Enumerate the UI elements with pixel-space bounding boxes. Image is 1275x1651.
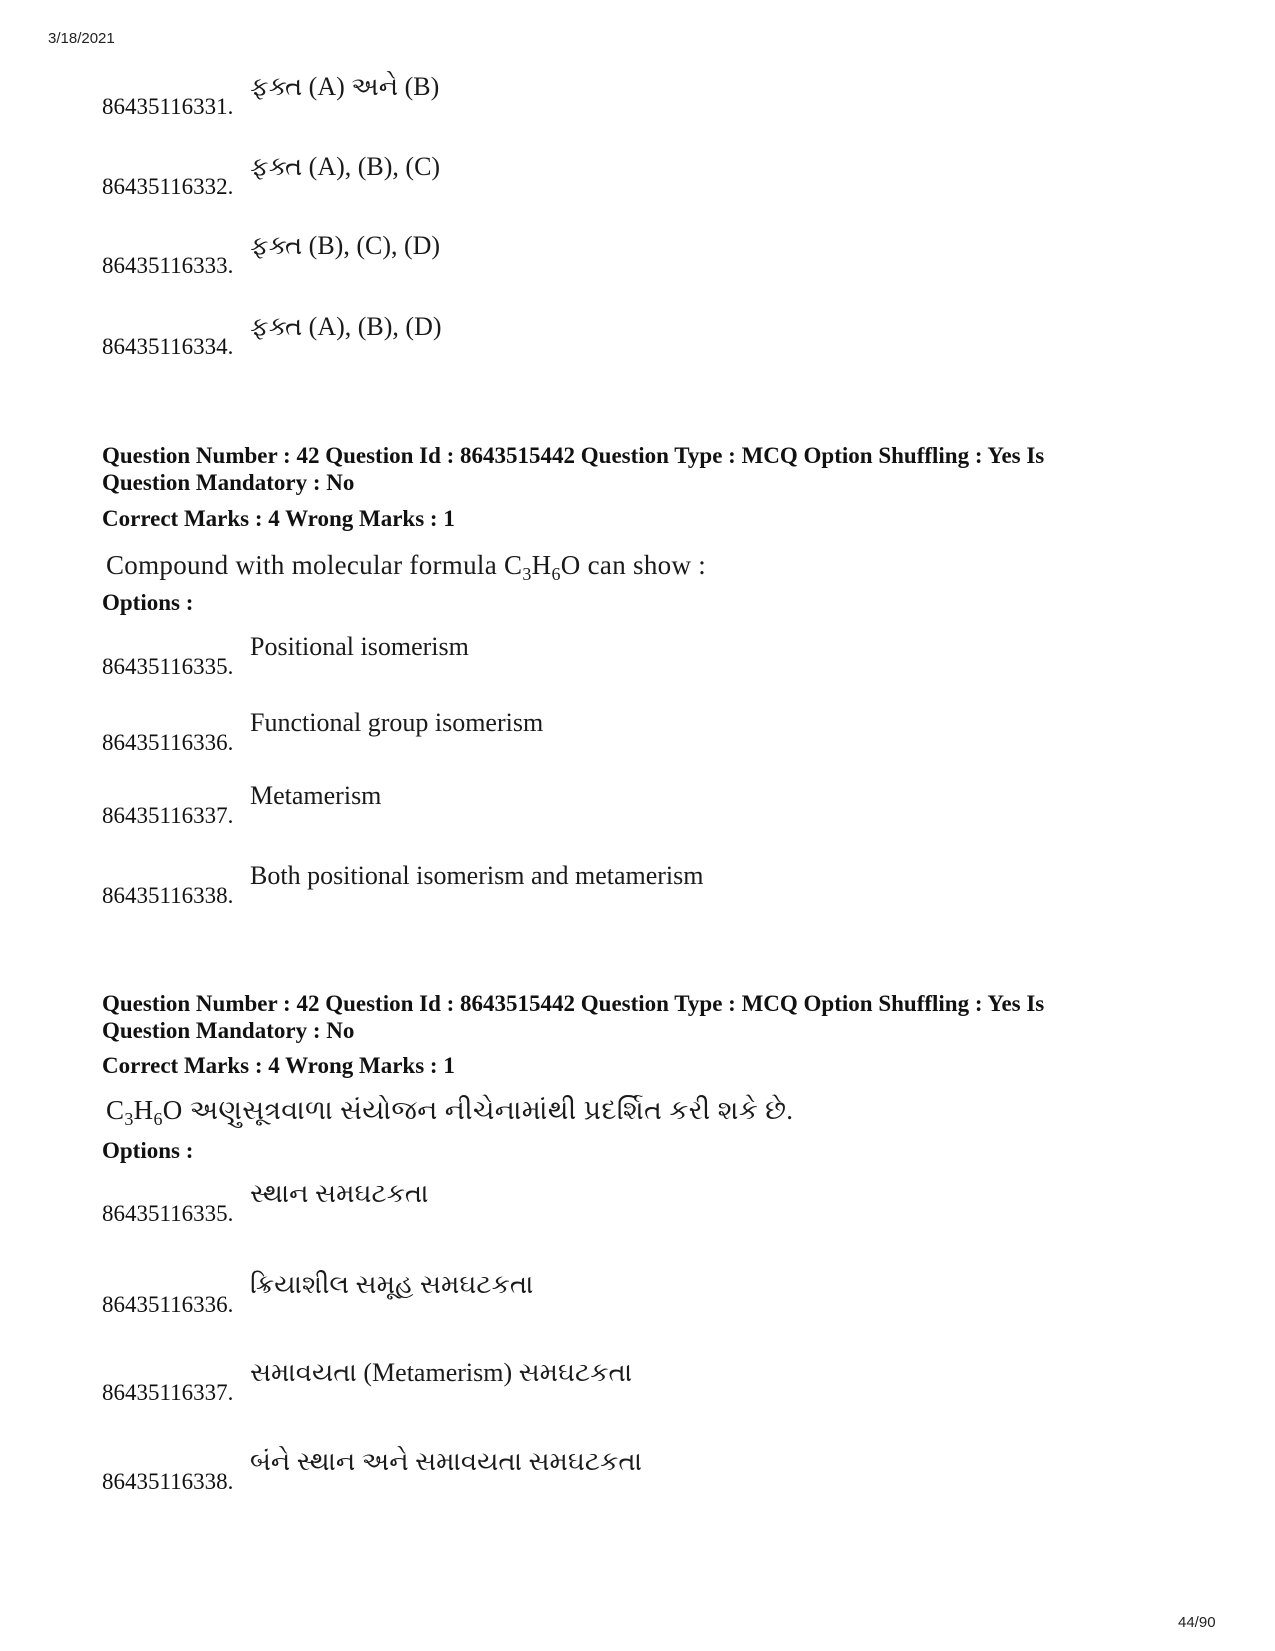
- option-row: [102, 849, 1102, 909]
- option-text: ફક્ત (B), (C), (D): [250, 231, 441, 260]
- option-id: 86435116335.: [102, 1201, 234, 1226]
- option-text: સમાવયતા (Metamerism) સમઘટકતા: [250, 1358, 633, 1387]
- option-row: [102, 620, 1102, 680]
- option-id: 86435116331.: [102, 94, 234, 119]
- options-label: Options :: [102, 1138, 194, 1163]
- option-text: ફક્ત (A) અને (B): [250, 72, 440, 101]
- print-date: 3/18/2021: [48, 30, 115, 47]
- option-id: 86435116338.: [102, 883, 234, 908]
- option-row: [102, 696, 1102, 756]
- option-id: 86435116336.: [102, 730, 234, 755]
- question-marks: Correct Marks : 4 Wrong Marks : 1: [102, 1053, 455, 1078]
- option-row: [102, 60, 1102, 120]
- option-row: [102, 300, 1102, 360]
- option-text: સ્થાન સમઘટકતા: [250, 1179, 429, 1208]
- option-row: [102, 1346, 1102, 1406]
- option-text: ફક્ત (A), (B), (D): [250, 312, 442, 341]
- option-row: [102, 1258, 1102, 1318]
- question-text: Compound with molecular formula $C_3H_6O$ can show :: [106, 550, 707, 584]
- option-id: 86435116332.: [102, 174, 234, 199]
- option-row: [102, 769, 1102, 829]
- option-id: 86435116336.: [102, 1292, 234, 1317]
- options-label: Options :: [102, 590, 194, 615]
- option-id: 86435116338.: [102, 1469, 234, 1494]
- question-marks: Correct Marks : 4 Wrong Marks : 1: [102, 506, 455, 531]
- option-id: 86435116337.: [102, 1380, 234, 1405]
- option-row: [102, 1167, 1102, 1227]
- option-row: [102, 1435, 1102, 1495]
- option-text: Functional group isomerism: [250, 708, 544, 737]
- option-text: ફક્ત (A), (B), (C): [250, 152, 441, 181]
- page-number: 44/90: [1178, 1614, 1216, 1631]
- option-row: [102, 219, 1102, 279]
- question-text: $C_3H_6O$ અણુસૂત્રવાળા સંયોજન નીચેનામાંથી પ્રદર્શિત કરી શકે છે.: [106, 1095, 794, 1129]
- option-id: 86435116335.: [102, 654, 234, 679]
- option-text: Both positional isomerism and metamerism: [250, 861, 704, 890]
- question-header: Question Number : 42 Question Id : 8643515442 Question Type : MCQ Option Shuffling : Yes Is Question Mandatory : No: [102, 991, 1045, 1043]
- option-id: 86435116337.: [102, 803, 234, 828]
- option-text: ક્રિયાશીલ સમૂહ સમઘટકતા: [250, 1270, 534, 1299]
- option-id: 86435116334.: [102, 334, 234, 359]
- option-text: બંને સ્થાન અને સમાવયતા સમઘટકતા: [250, 1447, 642, 1476]
- question-header: Question Number : 42 Question Id : 8643515442 Question Type : MCQ Option Shuffling : Yes Is Question Mandatory : No: [102, 443, 1045, 495]
- option-text: Positional isomerism: [250, 632, 469, 661]
- option-row: [102, 140, 1102, 200]
- option-id: 86435116333.: [102, 253, 234, 278]
- option-text: Metamerism: [250, 781, 382, 810]
